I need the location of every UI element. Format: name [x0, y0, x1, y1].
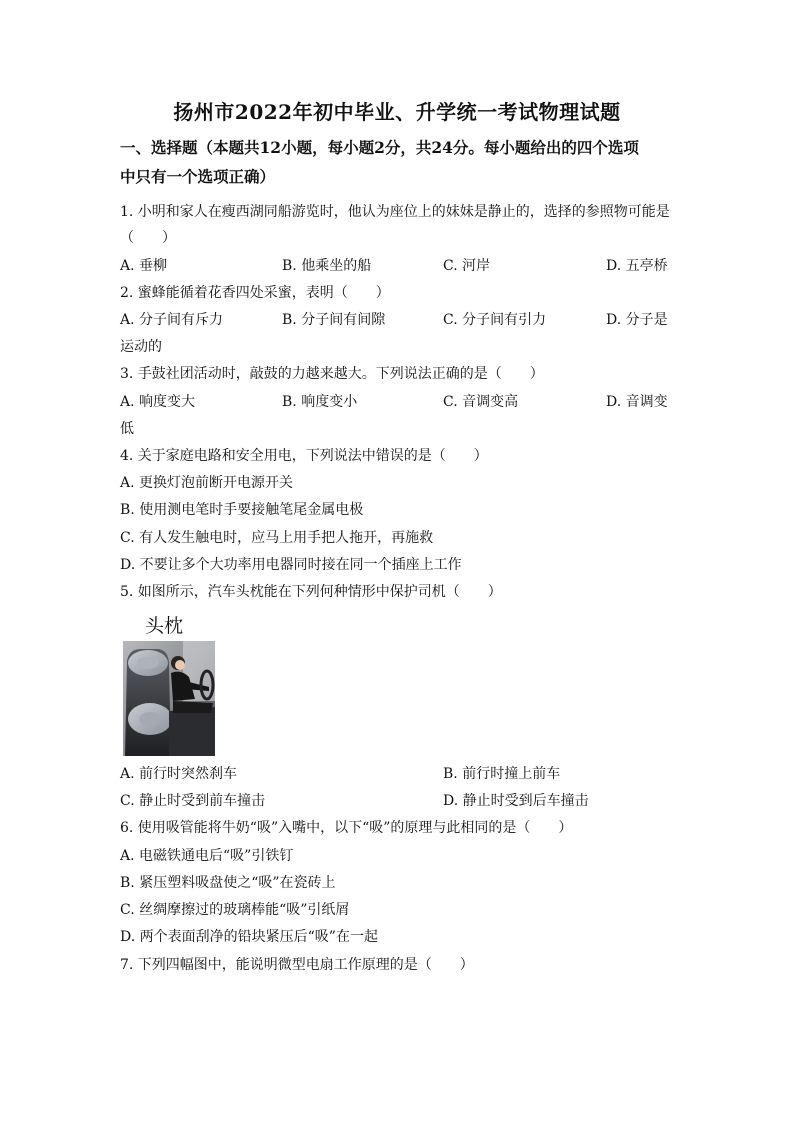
q1-stem-line1: 1. 小明和家人在瘦西湖同船游览时，他认为座位上的妹妹是静止的，选择的参照物可能是	[120, 204, 670, 220]
q3-stem: 3. 手鼓社团活动时，敲鼓的力越来越大。下列说法正确的是（ ）	[120, 366, 544, 382]
q6-stem: 6. 使用吸管能将牛奶“吸”入嘴中，以下“吸”的原理与此相同的是（ ）	[120, 820, 573, 836]
q3-option-b: B. 响度变小	[282, 394, 358, 410]
car-seat-photo	[123, 641, 215, 756]
q4-option-a: A. 更换灯泡前断开电源开关	[120, 475, 294, 491]
q5-option-d: D. 静止时受到后车撞击	[443, 793, 589, 809]
q6-option-b: B. 紧压塑料吸盘使之“吸”在瓷砖上	[120, 875, 336, 891]
q5-option-c: C. 静止时受到前车撞击	[120, 793, 266, 809]
q5-option-b: B. 前行时撞上前车	[443, 766, 561, 782]
q2-option-b: B. 分子间有间隙	[282, 312, 386, 328]
q5-option-a: A. 前行时突然刹车	[120, 766, 238, 782]
q2-option-a: A. 分子间有斥力	[120, 312, 224, 328]
q3-option-d: D. 音调变	[606, 394, 668, 410]
page-title: 扬州市2022年初中毕业、升学统一考试物理试题	[173, 100, 621, 124]
headrest-figure	[123, 611, 215, 756]
q1-option-b: B. 他乘坐的船	[282, 258, 372, 274]
q5-options-row2	[120, 791, 680, 811]
q3-option-c: C. 音调变高	[443, 394, 519, 410]
q4-option-b: B. 使用测电笔时手要接触笔尾金属电极	[120, 502, 364, 518]
q4-stem: 4. 关于家庭电路和安全用电，下列说法中错误的是（ ）	[120, 448, 488, 464]
q3-option-d-wrap: 低	[120, 421, 134, 437]
q2-option-d-wrap: 运动的	[120, 339, 162, 355]
headrest-label: 头枕	[145, 615, 184, 637]
section-heading-line2: 中只有一个选项正确）	[120, 167, 276, 186]
q1-stem-line2: （ ）	[120, 230, 176, 246]
q7-stem: 7. 下列四幅图中，能说明微型电扇工作原理的是（ ）	[120, 957, 474, 973]
q2-option-c: C. 分子间有引力	[443, 312, 547, 328]
q2-options	[120, 310, 680, 330]
q5-stem: 5. 如图所示，汽车头枕能在下列何种情形中保护司机（ ）	[120, 584, 502, 600]
q6-option-a: A. 电磁铁通电后“吸”引铁钉	[120, 848, 294, 864]
q6-option-d: D. 两个表面刮净的铅块紧压后“吸”在一起	[120, 929, 378, 945]
q3-option-a: A. 响度变大	[120, 394, 196, 410]
q1-option-d: D. 五亭桥	[606, 258, 668, 274]
q3-options	[120, 392, 680, 412]
q4-option-c: C. 有人发生触电时，应马上用手把人拖开，再施救	[120, 530, 434, 546]
q4-option-d: D. 不要让多个大功率用电器同时接在同一个插座上工作	[120, 557, 462, 573]
q1-options	[120, 256, 680, 276]
q1-option-a: A. 垂柳	[120, 258, 168, 274]
q1-option-c: C. 河岸	[443, 258, 491, 274]
q2-option-d: D. 分子是	[606, 312, 668, 328]
q5-options-row1	[120, 764, 680, 784]
section-heading	[120, 133, 680, 191]
q2-stem: 2. 蜜蜂能循着花香四处采蜜，表明（ ）	[120, 285, 390, 301]
section-heading-line1: 一、选择题（本题共12小题，每小题2分，共24分。每小题给出的四个选项	[120, 138, 639, 157]
q6-option-c: C. 丝绸摩擦过的玻璃棒能“吸”引纸屑	[120, 902, 350, 918]
